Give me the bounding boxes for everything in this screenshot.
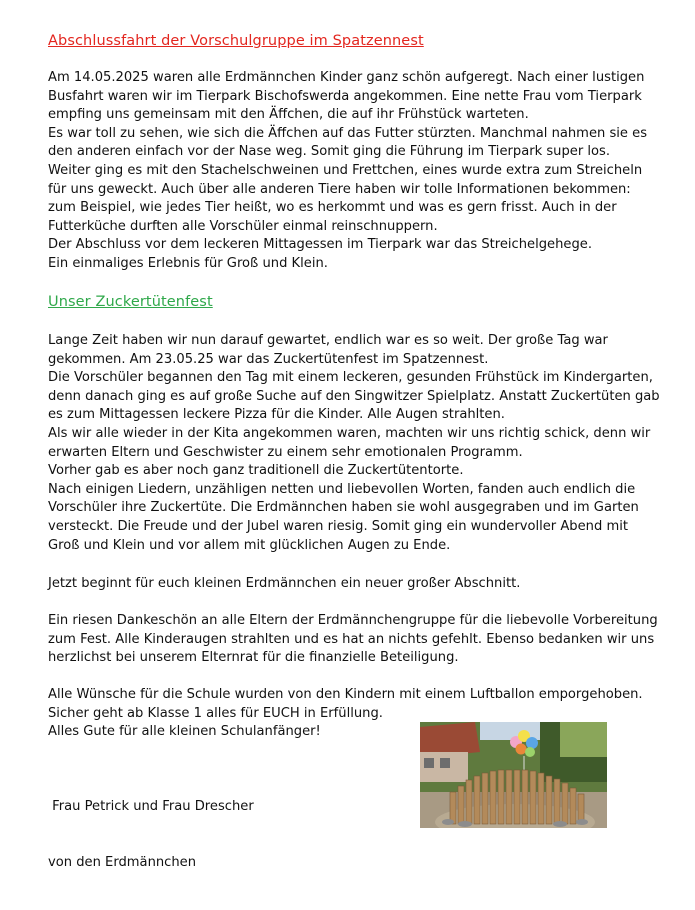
text-line: herzlichst bei unserem Elternrat für die finanzielle Beteiligung. (48, 650, 459, 666)
text-line: Jetzt beginnt für euch kleinen Erdmännchen ein neuer großer Abschnitt. (48, 576, 521, 591)
text-line: Vorher gab es aber noch ganz traditionell die Zuckertütentorte. (48, 463, 464, 479)
text-line: gekommen. Am 23.05.25 war das Zuckertütenfest im Spatzennest. (48, 351, 489, 367)
text-line: Ein einmaliges Erlebnis für Groß und Klein. (48, 255, 328, 271)
signature-line: Frau Petrick und Frau Drescher (48, 799, 254, 815)
text-line: für uns geweckt. Auch über alle anderen Tiere haben wir tolle Informationen bekommen: (48, 181, 631, 197)
text-line: Futterküche durften alle Vorschüler einmal reinschnuppern. (48, 218, 438, 234)
photo-balloons-playground (420, 722, 607, 828)
text-line: Als wir alle wieder in der Kita angekommen waren, machten wir uns richtig schick, denn wir (48, 425, 651, 441)
zuckertuetenfest-paragraph (48, 332, 660, 555)
new-section-line (48, 575, 520, 594)
text-line: Groß und Klein und vor allem mit glücklichen Augen zu Ende. (48, 537, 451, 553)
text-line: es zum Mittagessen leckere Pizza für die Kinder. Alle Augen strahlten. (48, 407, 505, 423)
thanks-paragraph (48, 612, 658, 668)
text-line: Sicher geht ab Klasse 1 alles für EUCH in Erfüllung. (48, 705, 383, 721)
text-line: Die Vorschüler begannen den Tag mit einem leckeren, gesunden Frühstück im Kindergarten, (48, 370, 653, 386)
text-line: denn danach ging es auf große Suche auf den Singwitzer Spielplatz. Anstatt Zuckertüten gab (48, 388, 660, 404)
text-line: versteckt. Die Freude und der Jubel waren riesig. Somit ging ein wundervoller Abend mit (48, 518, 628, 534)
text-line: Es war toll zu sehen, wie sich die Äffchen auf das Futter stürzten. Manchmal nahmen sie es (48, 125, 648, 141)
abschlussfahrt-paragraph (48, 69, 647, 274)
text-line: Busfahrt waren wir im Tierpark Bischofswerda angekommen. Eine nette Frau vom Tierpark (48, 88, 642, 104)
signature-line: von den Erdmännchen (48, 854, 197, 870)
text-line: Nach einigen Liedern, unzähligen netten und liebevollen Worten, fanden auch endlich die (48, 481, 636, 497)
signature (48, 761, 254, 910)
text-line: Ein riesen Dankeschön an alle Eltern der Erdmännchengruppe für die liebevolle Vorbereitung (48, 613, 658, 628)
text-line: erwarten Eltern und Geschwister zu einem sehr emotionalen Programm. (48, 444, 523, 460)
text-line: zum Fest. Alle Kinderaugen strahlten und es hat an nichts gefehlt. Ebenso bedanken wir uns (48, 631, 655, 647)
text-line: Alle Wünsche für die Schule wurden von den Kindern mit einem Luftballon emporgehoben. (48, 687, 643, 702)
text-line: zum Beispiel, wie jedes Tier heißt, wo es herkommt und was es gern frisst. Auch in der (48, 200, 617, 216)
text-line: Weiter ging es mit den Stachelschweinen und Frettchen, eines wurde extra zum Streicheln (48, 162, 643, 178)
text-line: Vorschüler ihre Zuckertüte. Die Erdmännchen haben sie wohl ausgegraben und im Garten (48, 500, 639, 516)
section-title-zuckertuetenfest: Unser Zuckertütenfest (48, 294, 213, 310)
text-line: Am 14.05.2025 waren alle Erdmännchen Kinder ganz schön aufgeregt. Nach einer lustigen (48, 70, 645, 85)
text-line: Lange Zeit haben wir nun darauf gewartet, endlich war es so weit. Der große Tag war (48, 333, 608, 348)
text-line: Alles Gute für alle kleinen Schulanfänger! (48, 724, 321, 740)
text-line: den anderen einfach vor der Nase weg. Somit ging die Führung im Tierpark super los. (48, 144, 611, 160)
section-title-abschlussfahrt: Abschlussfahrt der Vorschulgruppe im Spatzennest (48, 33, 424, 49)
text-line: Der Abschluss vor dem leckeren Mittagessen im Tierpark war das Streichelgehege. (48, 237, 592, 253)
text-line: empfing uns gemeinsam mit den Äffchen, die auf ihr Frühstück warteten. (48, 107, 529, 123)
